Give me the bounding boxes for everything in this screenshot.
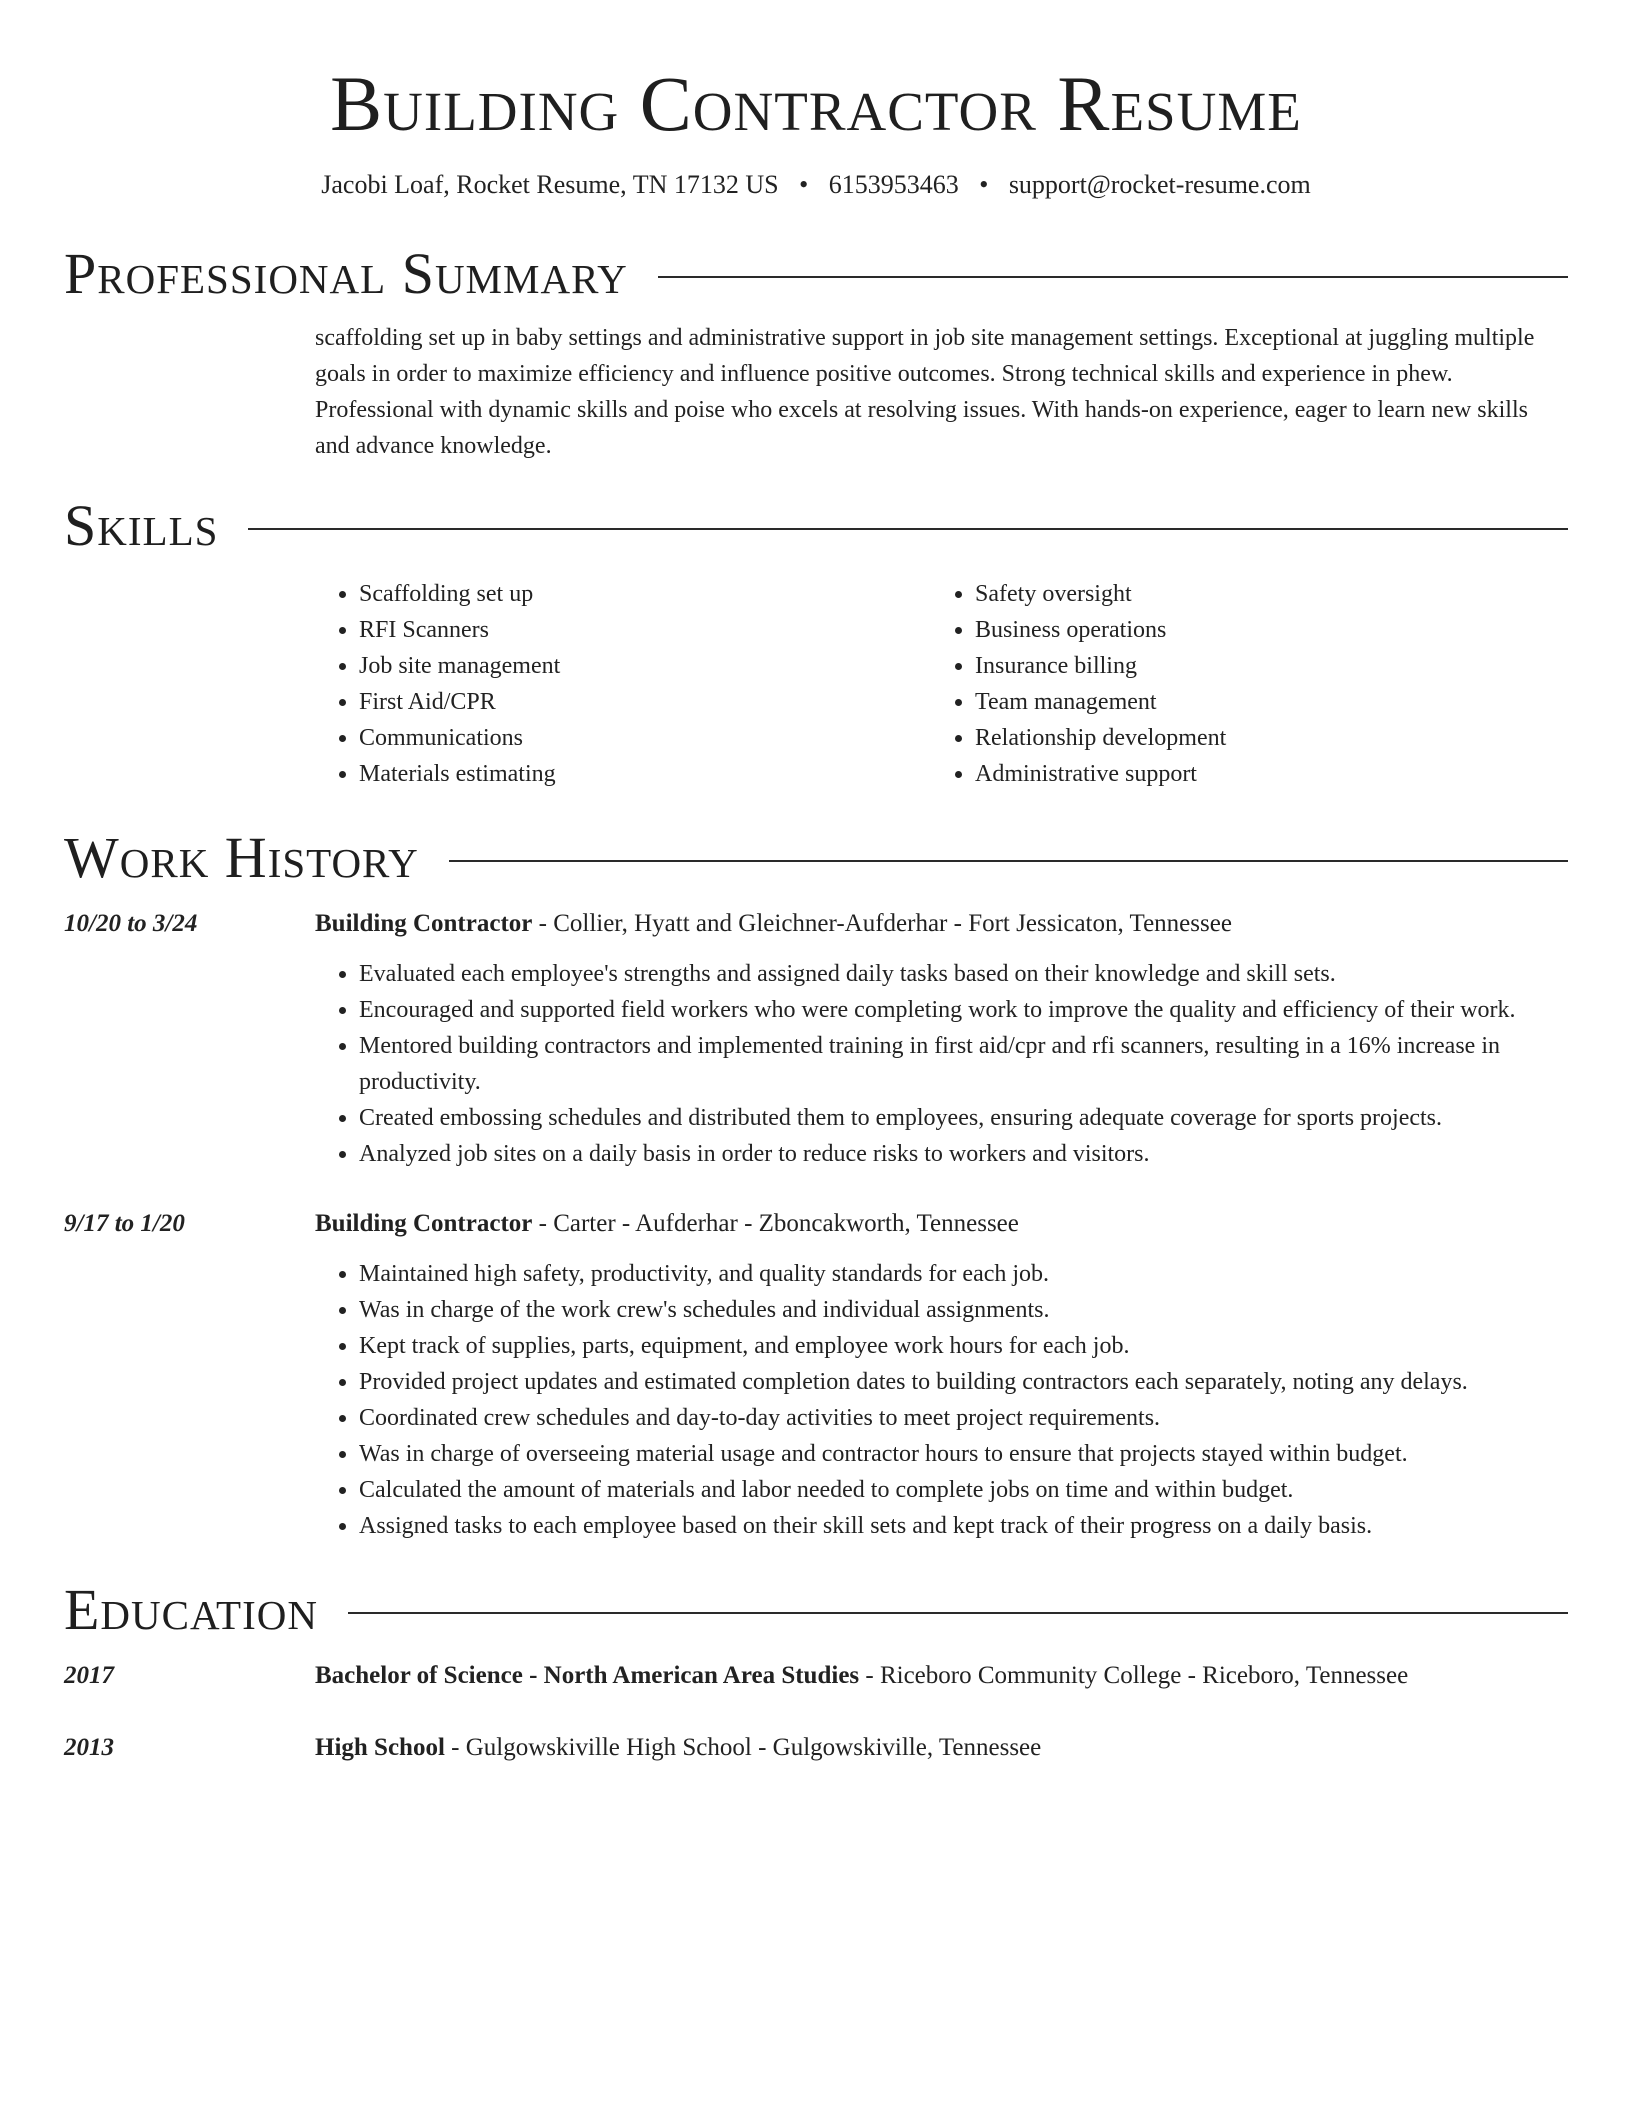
resume-title: Building Contractor Resume — [330, 60, 1302, 147]
job-body — [315, 906, 1568, 1172]
skill-item: • Team management — [975, 684, 1547, 720]
skill-item: • Administrative support — [975, 756, 1547, 792]
work-section-header — [64, 826, 1568, 890]
contact-email: support@rocket-resume.com — [1008, 170, 1311, 199]
education-body — [315, 1730, 1041, 1766]
job-bullet-list — [315, 956, 1568, 1172]
job-bullet: • Analyzed job sites on a daily basis in order to reduce risks to workers and visitors. — [359, 1136, 1568, 1172]
education-year: 2013 — [64, 1734, 114, 1761]
job-dates: 9/17 to 1/20 — [64, 1210, 185, 1237]
education-body — [315, 1658, 1408, 1694]
education-section-header — [64, 1578, 1568, 1642]
education-list — [64, 1658, 1568, 1766]
education-entry — [64, 1658, 1568, 1694]
section-divider — [449, 860, 1568, 862]
job-bullet: • Calculated the amount of materials and labor needed to complete jobs on time and within budget. — [359, 1472, 1568, 1508]
work-history-list — [64, 906, 1568, 1544]
summary-text: scaffolding set up in baby settings and administrative support in job site management settings. Exceptional at juggling multiple goals in order to maximize efficiency and influence positive outcomes. Strong technical skills and experience in phew. Professional with dynamic skills and poise who excels at resolving issues. With hands-on experience, eager to learn new skills and advance knowledge. — [315, 325, 1535, 459]
job-bullet: • Coordinated crew schedules and day-to-day activities to meet project requirements. — [359, 1400, 1568, 1436]
job-bullet: • Mentored building contractors and implemented training in first aid/cpr and rfi scanners, resulting in a 16% increase in productivity. — [359, 1028, 1568, 1100]
section-divider — [658, 276, 1568, 278]
skills-heading: Skills — [64, 493, 219, 558]
job-title-line — [315, 1206, 1568, 1242]
skill-item: • Communications — [359, 720, 931, 756]
job-bullet: • Was in charge of the work crew's schedules and individual assignments. — [359, 1292, 1568, 1328]
job-entry — [64, 1206, 1568, 1544]
job-employer-location: - Carter - Aufderhar - Zboncakworth, Tennessee — [532, 1210, 1019, 1237]
contact-line — [64, 168, 1568, 202]
job-body — [315, 1206, 1568, 1544]
job-bullet: • Kept track of supplies, parts, equipment, and employee work hours for each job. — [359, 1328, 1568, 1364]
job-bullet: • Encouraged and supported field workers who were completing work to improve the quality and efficiency of their work. — [359, 992, 1568, 1028]
work-heading: Work History — [64, 825, 419, 890]
skill-item: • Materials estimating — [359, 756, 931, 792]
job-entry — [64, 906, 1568, 1172]
job-bullet: • Was in charge of overseeing material usage and contractor hours to ensure that projects stayed within budget. — [359, 1436, 1568, 1472]
job-title: Building Contractor — [315, 910, 533, 937]
skill-item: • Insurance billing — [975, 648, 1547, 684]
education-heading: Education — [64, 1577, 318, 1642]
section-divider — [248, 528, 1568, 530]
job-bullet-list — [315, 1256, 1568, 1544]
education-degree: Bachelor of Science - North American Area Studies — [315, 1662, 860, 1689]
contact-separator: • — [799, 170, 809, 199]
skills-section-header — [64, 494, 1568, 558]
job-bullet: • Assigned tasks to each employee based on their skill sets and kept track of their progress on a daily basis. — [359, 1508, 1568, 1544]
skill-item: • Job site management — [359, 648, 931, 684]
skills-list-left — [315, 576, 931, 792]
job-dates: 10/20 to 3/24 — [64, 910, 198, 937]
summary-heading: Professional Summary — [64, 241, 628, 306]
contact-separator: • — [979, 170, 989, 199]
skills-grid — [315, 576, 1568, 792]
job-bullet: • Created embossing schedules and distributed them to employees, ensuring adequate coverage for sports projects. — [359, 1100, 1568, 1136]
summary-section-header — [64, 242, 1568, 306]
contact-phone: 6153953463 — [828, 170, 959, 199]
job-bullet: • Maintained high safety, productivity, and quality standards for each job. — [359, 1256, 1568, 1292]
job-title-line — [315, 906, 1568, 942]
job-bullet: • Provided project updates and estimated completion dates to building contractors each separately, noting any delays. — [359, 1364, 1568, 1400]
skill-item: • Safety oversight — [975, 576, 1547, 612]
education-degree: High School — [315, 1734, 445, 1761]
education-year: 2017 — [64, 1662, 114, 1689]
skill-item: • Relationship development — [975, 720, 1547, 756]
skill-item: • Business operations — [975, 612, 1547, 648]
job-bullet: • Evaluated each employee's strengths and assigned daily tasks based on their knowledge and skill sets. — [359, 956, 1568, 992]
job-employer-location: - Collier, Hyatt and Gleichner-Aufderhar - Fort Jessicaton, Tennessee — [532, 910, 1232, 937]
section-divider — [348, 1612, 1568, 1614]
contact-address: Jacobi Loaf, Rocket Resume, TN 17132 US — [321, 170, 779, 199]
job-title: Building Contractor — [315, 1210, 533, 1237]
education-school-location: - Gulgowskiville High School - Gulgowskiville, Tennessee — [444, 1734, 1042, 1761]
skills-list-right — [931, 576, 1547, 792]
skill-item: • RFI Scanners — [359, 612, 931, 648]
skill-item: • Scaffolding set up — [359, 576, 931, 612]
education-entry — [64, 1730, 1568, 1766]
skill-item: • First Aid/CPR — [359, 684, 931, 720]
education-school-location: - Riceboro Community College - Riceboro, Tennessee — [859, 1662, 1409, 1689]
